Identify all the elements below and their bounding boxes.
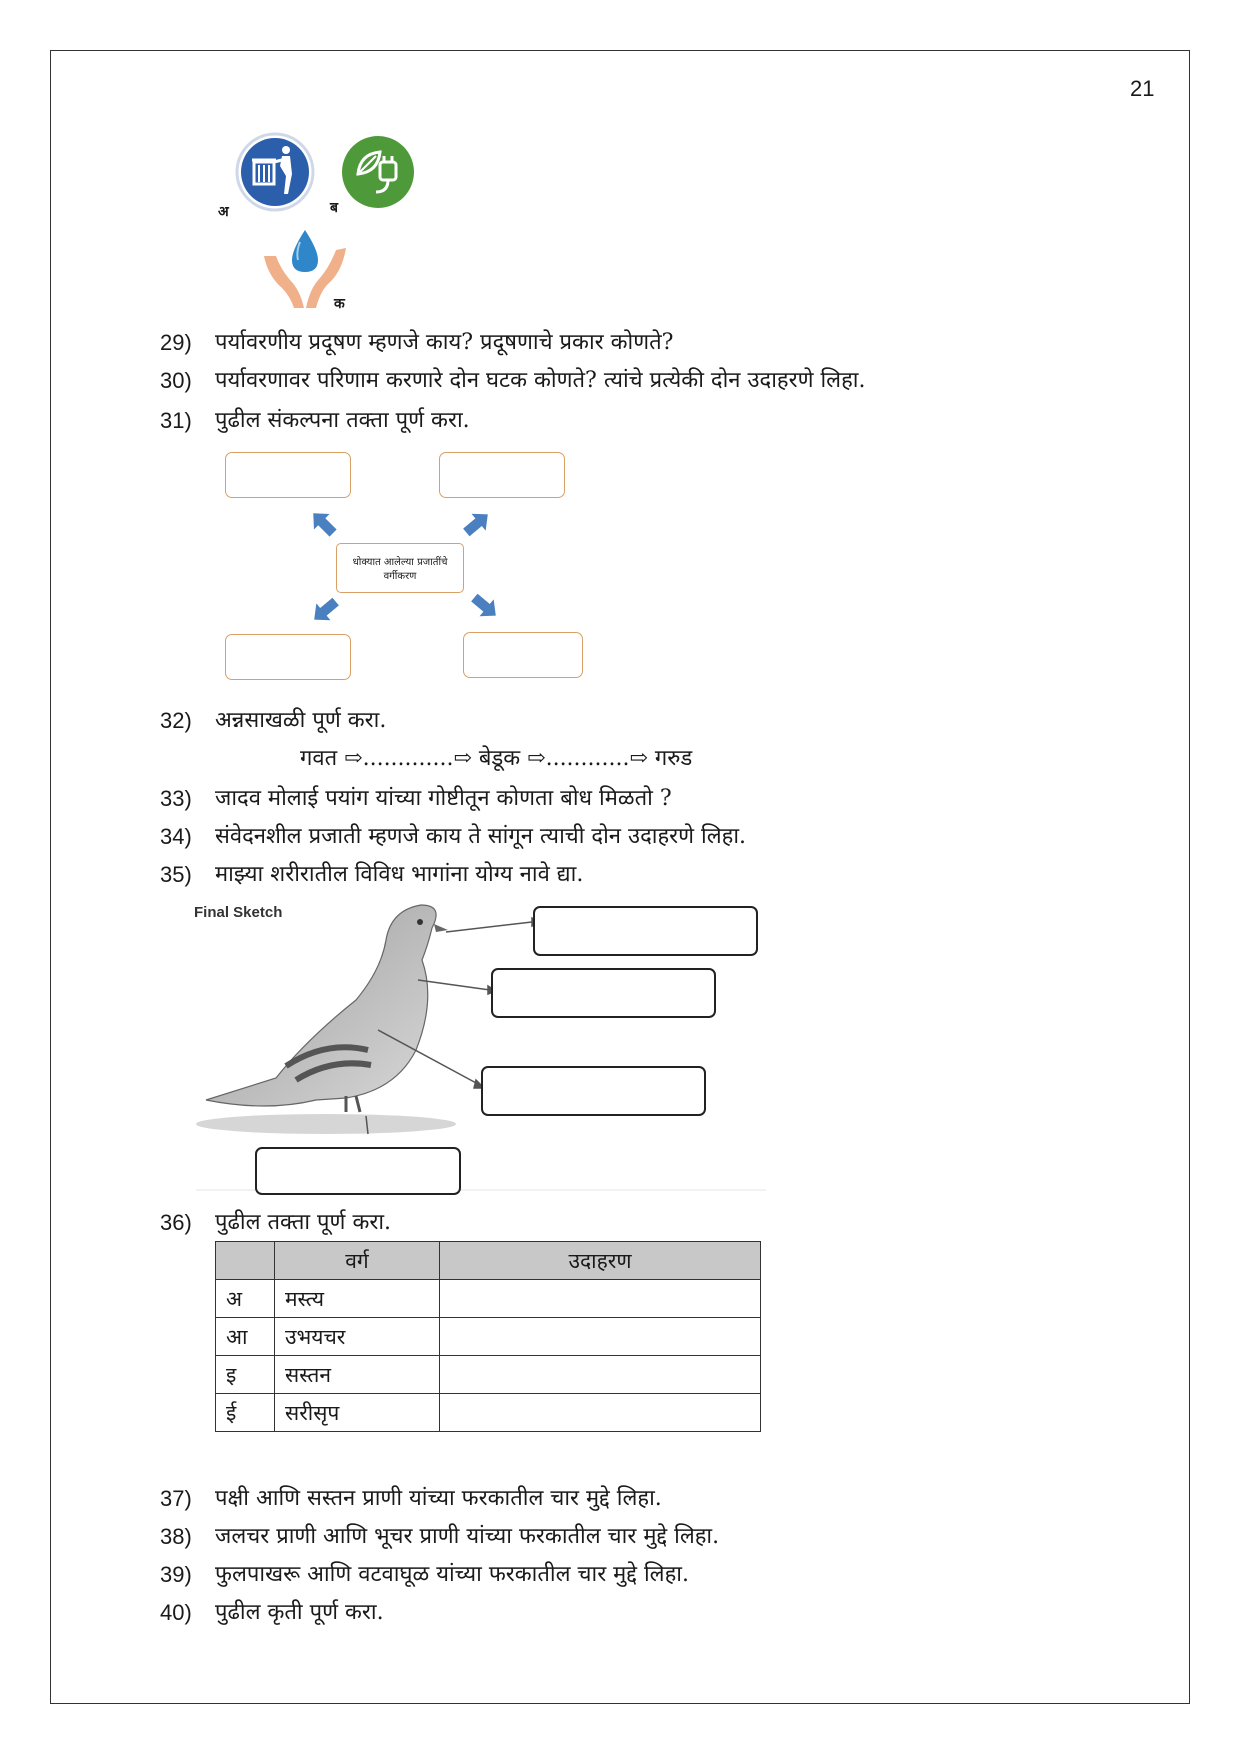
question-text: पुढील कृती पूर्ण करा. xyxy=(215,1600,384,1625)
question-number: 34) xyxy=(160,824,192,849)
table-header: उदाहरण xyxy=(440,1242,761,1280)
question-number: 37) xyxy=(160,1486,192,1511)
concept-arrows xyxy=(300,500,510,630)
icon-label-a: अ xyxy=(218,204,229,220)
table-header xyxy=(216,1242,275,1280)
question-text: अन्नसाखळी पूर्ण करा. xyxy=(215,708,387,733)
table-cell: उभयचर xyxy=(275,1318,440,1356)
question-text: पुढील तक्ता पूर्ण करा. xyxy=(215,1210,392,1235)
page-number: 21 xyxy=(1130,76,1155,101)
no-litter-icon xyxy=(230,132,320,222)
table-header: वर्ग xyxy=(275,1242,440,1280)
table-cell: सरीसृप xyxy=(275,1394,440,1432)
arrow-up-left-icon xyxy=(305,505,340,540)
table-cell-example[interactable] xyxy=(440,1318,761,1356)
concept-map-center: धोक्यात आलेल्या प्रजातींचे वर्गीकरण xyxy=(336,543,464,593)
label-box-wing[interactable] xyxy=(481,1066,706,1116)
question-number: 29) xyxy=(160,330,192,355)
icon-label-c: क xyxy=(334,296,345,312)
label-box-feet[interactable] xyxy=(255,1147,461,1195)
question-number: 39) xyxy=(160,1562,192,1587)
table-cell-example[interactable] xyxy=(440,1280,761,1318)
question-number: 31) xyxy=(160,408,192,433)
question-text: फुलपाखरू आणि वटवाघूळ यांच्या फरकातील चार मुद्दे लिहा. xyxy=(215,1562,689,1587)
question-number: 40) xyxy=(160,1600,192,1625)
table-cell: आ xyxy=(216,1318,275,1356)
question-text: माझ्या शरीरातील विविध भागांना योग्य नावे द्या. xyxy=(215,862,584,887)
question-number: 35) xyxy=(160,862,192,887)
table-row xyxy=(216,1356,761,1394)
question-text: जलचर प्राणी आणि भूचर प्राणी यांच्या फरकातील चार मुद्दे लिहा. xyxy=(215,1524,720,1549)
question-number: 30) xyxy=(160,368,192,393)
question-number: 33) xyxy=(160,786,192,811)
green-energy-plug-icon xyxy=(338,134,418,214)
question-number: 36) xyxy=(160,1210,192,1235)
table-row xyxy=(216,1394,761,1432)
concept-box-bottom-right[interactable] xyxy=(463,632,583,678)
table-cell-example[interactable] xyxy=(440,1394,761,1432)
table-cell: इ xyxy=(216,1356,275,1394)
question-text: पक्षी आणि सस्तन प्राणी यांच्या फरकातील चार मुद्दे लिहा. xyxy=(215,1486,662,1511)
arrow-up-right-icon xyxy=(459,506,495,541)
table-cell: मस्त्य xyxy=(275,1280,440,1318)
label-box-neck[interactable] xyxy=(491,968,716,1018)
question-text: पर्यावरणावर परिणाम करणारे दोन घटक कोणते? त्यांचे प्रत्येकी दोन उदाहरणे लिहा. xyxy=(215,368,866,393)
arrow-down-right-icon xyxy=(467,589,503,624)
arrow-down-left-icon xyxy=(307,593,343,628)
table-cell-example[interactable] xyxy=(440,1356,761,1394)
question-text: जादव मोलाई पयांग यांच्या गोष्टीतून कोणता बोध मिळतो ? xyxy=(215,786,672,811)
question-number: 32) xyxy=(160,708,192,733)
table-row xyxy=(216,1280,761,1318)
sketch-label: Final Sketch xyxy=(194,904,283,921)
table-row xyxy=(216,1318,761,1356)
table-cell: ई xyxy=(216,1394,275,1432)
question-number: 38) xyxy=(160,1524,192,1549)
concept-box-top-right[interactable] xyxy=(439,452,565,498)
concept-box-bottom-left[interactable] xyxy=(225,634,351,680)
table-header-row xyxy=(216,1242,761,1280)
table-cell: सस्तन xyxy=(275,1356,440,1394)
classification-table xyxy=(215,1241,761,1432)
concept-box-top-left[interactable] xyxy=(225,452,351,498)
table-cell: अ xyxy=(216,1280,275,1318)
question-text: पर्यावरणीय प्रदूषण म्हणजे काय? प्रदूषणाचे प्रकार कोणते? xyxy=(215,330,674,355)
food-chain: गवत ⇨.............⇨ बेडूक ⇨............⇨ गरुड xyxy=(300,746,693,771)
label-box-beak[interactable] xyxy=(533,906,758,956)
icon-label-b: ब xyxy=(330,200,338,216)
question-text: संवेदनशील प्रजाती म्हणजे काय ते सांगून त्याची दोन उदाहरणे लिहा. xyxy=(215,824,747,849)
question-text: पुढील संकल्पना तक्ता पूर्ण करा. xyxy=(215,408,470,433)
